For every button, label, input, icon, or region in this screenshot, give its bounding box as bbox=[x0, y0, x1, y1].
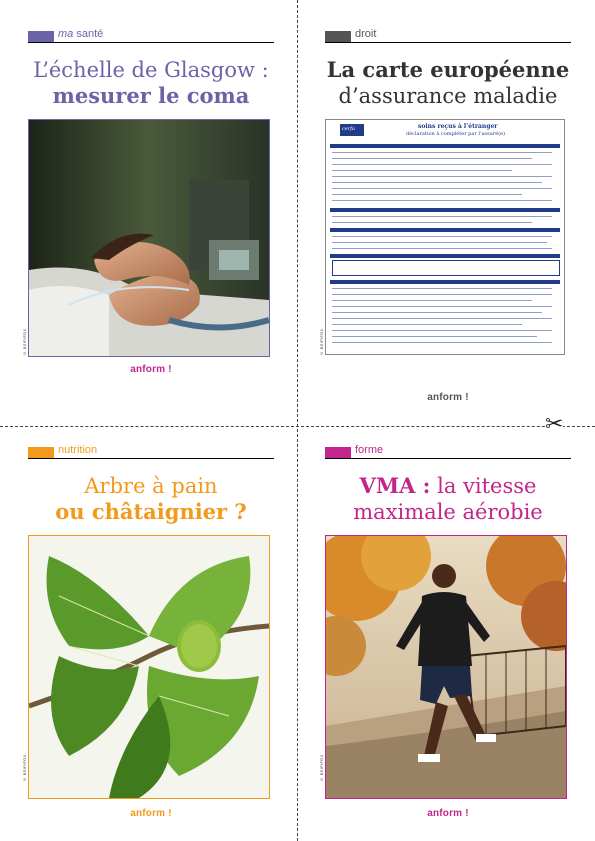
form-line bbox=[332, 248, 552, 249]
title-line-2: d’assurance maladie bbox=[338, 84, 558, 108]
photo-patient bbox=[28, 119, 270, 357]
card-droit bbox=[319, 26, 571, 403]
title-line-2: maximale aérobie bbox=[353, 500, 543, 524]
category-header bbox=[325, 442, 571, 459]
form-line bbox=[332, 158, 532, 159]
title-line-2: mesurer le coma bbox=[52, 83, 250, 108]
form-line bbox=[332, 294, 552, 295]
form-section-bar bbox=[330, 228, 560, 232]
form-line bbox=[332, 216, 552, 217]
brand-label: anform ! bbox=[427, 392, 469, 403]
cerfa-logo-text: cerfa bbox=[342, 126, 355, 132]
form-line bbox=[332, 152, 552, 153]
form-section-bar bbox=[330, 280, 560, 284]
scissors-icon: ✂ bbox=[545, 412, 564, 437]
form-line bbox=[332, 200, 552, 201]
form-line bbox=[332, 318, 552, 319]
form-line bbox=[332, 306, 552, 307]
form-line bbox=[332, 342, 552, 343]
category-name: santé bbox=[76, 28, 104, 40]
form-subheading: déclaration à compléter par l’assuré(e) bbox=[406, 131, 506, 137]
form-heading: soins reçus à l’étranger bbox=[418, 123, 498, 130]
category-label: forme bbox=[355, 444, 384, 456]
form-line bbox=[332, 312, 542, 313]
category-label: droit bbox=[355, 28, 377, 40]
category-square bbox=[325, 447, 351, 458]
category-prefix: ma bbox=[58, 28, 74, 40]
vertical-cut-line bbox=[297, 0, 298, 841]
form-line bbox=[332, 330, 552, 331]
category-square bbox=[325, 31, 351, 42]
title-line-2: ou châtaignier ? bbox=[55, 499, 247, 524]
form-section-bar bbox=[330, 254, 560, 258]
form-section-bar bbox=[330, 144, 560, 148]
form-line bbox=[332, 222, 532, 223]
card-title bbox=[325, 57, 571, 109]
form-line bbox=[332, 324, 522, 325]
title-line-1: L’échelle de Glasgow : bbox=[33, 58, 269, 82]
form-section-bar bbox=[330, 208, 560, 212]
title-rest-part: la vitesse bbox=[430, 474, 537, 498]
form-line bbox=[332, 188, 552, 189]
runner-illustration bbox=[326, 536, 566, 798]
photo-credit: © BSIP/FOX bbox=[319, 328, 324, 356]
photo-credit: © BSIP/FOX bbox=[319, 754, 324, 782]
form-line bbox=[332, 194, 522, 195]
form-line bbox=[332, 182, 542, 183]
title-line-1: Arbre à pain bbox=[84, 474, 218, 498]
title-line-1 bbox=[325, 473, 571, 499]
form-sheet-image bbox=[325, 119, 565, 355]
photo-runner bbox=[325, 535, 567, 799]
form-line bbox=[332, 336, 537, 337]
form-line bbox=[332, 164, 552, 165]
form-line bbox=[332, 236, 552, 237]
form-box bbox=[332, 260, 560, 276]
card-forme bbox=[319, 442, 571, 819]
category-header bbox=[28, 442, 274, 459]
title-line-1: La carte européenne bbox=[326, 57, 570, 82]
form-line bbox=[332, 288, 552, 289]
card-sante bbox=[22, 26, 274, 375]
brand-label: anform ! bbox=[130, 808, 172, 819]
photo-breadfruit-tree bbox=[28, 535, 270, 799]
card-nutrition bbox=[22, 442, 274, 819]
form-line bbox=[332, 242, 547, 243]
category-header bbox=[325, 26, 571, 43]
title-bold-part: VMA : bbox=[359, 473, 431, 498]
form-line bbox=[332, 300, 532, 301]
brand-label: anform ! bbox=[427, 808, 469, 819]
photo-credit: © BSIP/FOX bbox=[22, 328, 27, 356]
card-title bbox=[28, 473, 274, 525]
breadfruit-illustration bbox=[29, 536, 269, 798]
patient-illustration bbox=[29, 120, 269, 356]
category-square bbox=[28, 447, 54, 458]
category-label bbox=[58, 28, 103, 42]
photo-credit: © BSIP/FOX bbox=[22, 754, 27, 782]
card-title bbox=[28, 57, 274, 109]
form-line bbox=[332, 176, 552, 177]
brand-label: anform ! bbox=[130, 364, 172, 375]
card-title bbox=[325, 473, 571, 525]
category-header bbox=[28, 26, 274, 43]
horizontal-cut-line bbox=[0, 426, 595, 427]
form-line bbox=[332, 170, 512, 171]
category-square bbox=[28, 31, 54, 42]
category-label: nutrition bbox=[58, 444, 98, 456]
